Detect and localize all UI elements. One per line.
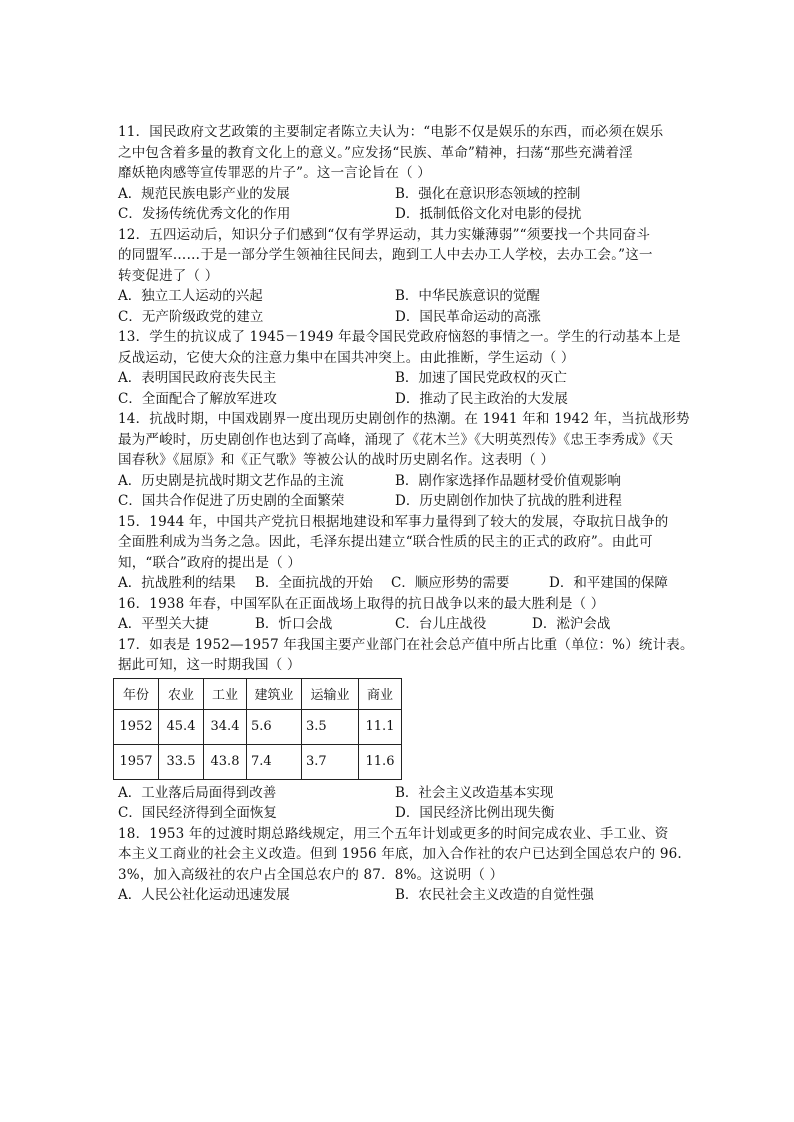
option-b: B．全面抗战的开始 — [255, 575, 373, 591]
option-d: D．国民革命运动的高涨 — [395, 308, 541, 325]
options-row — [118, 491, 682, 512]
table-header-cell: 工业 — [204, 678, 247, 709]
options-row — [118, 307, 682, 328]
table-cell: 11.6 — [359, 744, 402, 779]
question-15 — [118, 512, 682, 594]
question-text: 转变促进了（ ） — [118, 267, 219, 284]
question-text: 11．国民政府文艺政策的主要制定者陈立夫认为：“电影不仅是娱乐的东西，而必须在娱乐 — [118, 124, 664, 140]
option-a: A．人民公社化运动迅速发展 — [118, 887, 290, 903]
option-d: D．和平建国的保障 — [549, 575, 668, 591]
question-text: 14．抗战时期，中国戏剧界一度出现历史剧创作的热潮。在 1941 年和 1942 年，当抗战形势 — [118, 411, 690, 427]
question-text: 的同盟军……于是一部分学生领袖往民间去，跑到工人中去办工人学校，去办工会。”这一 — [118, 247, 653, 263]
table-cell: 45.4 — [159, 709, 204, 744]
question-18 — [118, 824, 682, 906]
question-text: 18．1953 年的过渡时期总路线规定，用三个五年计划或更多的时间完成农业、手工业、资 — [118, 825, 669, 842]
option-b: B．社会主义改造基本实现 — [395, 784, 554, 801]
question-text: 全面胜利成为当务之急。因此，毛泽东提出建立“联合性质的民主的正式的政府”。由此可 — [118, 534, 653, 550]
option-c: C．台儿庄战役 — [395, 616, 487, 632]
question-16 — [118, 594, 682, 635]
option-b: B．忻口会战 — [255, 616, 333, 632]
option-a: A．历史剧是抗战时期文艺作品的主流 — [118, 472, 344, 489]
question-text: 12．五四运动后，知识分子们感到“仅有学界运动，其力实嫌薄弱”“须要找一个共同奋斗 — [118, 226, 651, 243]
table-cell: 11.1 — [359, 709, 402, 744]
option-c: C．发扬传统优秀文化的作用 — [118, 206, 291, 222]
question-text: 知，“联合”政府的提出是（ ） — [118, 554, 302, 571]
options-row — [118, 573, 682, 594]
option-a: A．独立工人运动的兴起 — [118, 288, 263, 304]
question-14 — [118, 409, 690, 512]
table-header-row — [114, 678, 402, 709]
table-row — [114, 709, 402, 744]
option-b: B．中华民族意识的觉醒 — [395, 288, 540, 304]
option-c: C．全面配合了解放军进攻 — [118, 390, 277, 407]
option-d: D．淞沪会战 — [532, 616, 611, 632]
option-b: B．农民社会主义改造的自觉性强 — [395, 887, 594, 903]
question-text: 3%，加入高级社的农户占全国总农户的 87．8%。这说明（ ） — [118, 866, 504, 883]
table-row — [114, 744, 402, 779]
table-header-cell: 运输业 — [302, 678, 359, 709]
question-text: 靡妖艳肉感等宣传罪恶的片子”。这一言论旨在（ ） — [118, 165, 431, 181]
option-c: C．国共合作促进了历史剧的全面繁荣 — [118, 493, 345, 509]
option-c: C．国民经济得到全面恢复 — [118, 805, 277, 821]
table-cell: 3.5 — [302, 709, 359, 744]
table-header-cell: 商业 — [359, 678, 402, 709]
option-a: A．规范民族电影产业的发展 — [118, 185, 290, 202]
option-d: D．国民经济比例出现失衡 — [395, 805, 555, 821]
option-a: A．抗战胜利的结果 — [118, 575, 236, 591]
option-b: B．剧作家选择作品题材受价值观影响 — [395, 472, 621, 489]
table-cell: 43.8 — [204, 744, 247, 779]
question-text: 本主义工商业的社会主义改造。但到 1956 年底，加入合作社的农户已达到全国总农户的 96. — [118, 846, 682, 862]
question-text: 国春秋》《屈原》和《正气歌》等被公认的战时历史剧名作。这表明（ ） — [118, 452, 555, 468]
options-row — [118, 286, 682, 307]
industry-share-table — [113, 678, 402, 780]
question-text: 据此可知，这一时期我国（ ） — [118, 657, 301, 673]
option-a: A．工业落后局面得到改善 — [118, 784, 277, 801]
options-row — [118, 803, 682, 824]
table-cell: 1952 — [114, 709, 159, 744]
option-d: D．推动了民主政治的大发展 — [395, 390, 568, 407]
options-row — [118, 184, 682, 205]
options-row — [118, 204, 682, 225]
exam-page — [118, 122, 694, 906]
question-13 — [118, 327, 682, 409]
options-row — [118, 885, 682, 906]
options-row — [118, 389, 682, 410]
options-row — [118, 783, 682, 804]
question-text: 之中包含着多量的教育文化上的意义。”应发扬“民族、革命”精神，扫荡“那些充满着淫 — [118, 144, 633, 161]
table-header-cell: 农业 — [159, 678, 204, 709]
table-cell: 3.7 — [302, 744, 359, 779]
option-a: A．平型关大捷 — [118, 616, 209, 632]
question-text: 16．1938 年春，中国军队在正面战场上取得的抗日战争以来的最大胜利是（ ） — [118, 595, 605, 612]
question-text: 17．如表是 1952—1957 年我国主要产业部门在社会总产值中所占比重（单位：%）统计表。 — [118, 636, 694, 653]
question-12 — [118, 225, 682, 328]
table-cell: 5.6 — [247, 709, 302, 744]
table-cell: 7.4 — [247, 744, 302, 779]
option-d: D．历史剧创作加快了抗战的胜利进程 — [395, 493, 622, 509]
question-17 — [118, 635, 694, 824]
table-header-cell: 年份 — [114, 678, 159, 709]
option-b: B．强化在意识形态领域的控制 — [395, 185, 581, 202]
option-d: D．抵制低俗文化对电影的侵扰 — [395, 206, 582, 222]
question-text: 15．1944 年，中国共产党抗日根据地建设和军事力量得到了较大的发展，夺取抗日战争的 — [118, 513, 669, 530]
table-cell: 1957 — [114, 744, 159, 779]
question-11 — [118, 122, 682, 225]
question-text: 最为严峻时，历史剧创作也达到了高峰，涌现了《花木兰》《大明英烈传》《忠王李秀成》《天 — [118, 431, 674, 448]
options-row — [118, 471, 682, 492]
question-text: 反战运动，它使大众的注意力集中在国共冲突上。由此推断，学生运动（ ） — [118, 349, 575, 366]
option-b: B．加速了国民党政权的灭亡 — [395, 370, 567, 386]
table-header-cell: 建筑业 — [247, 678, 302, 709]
option-a: A．表明国民政府丧失民主 — [118, 370, 277, 386]
table-cell: 34.4 — [204, 709, 247, 744]
question-text: 13．学生的抗议成了 1945－1949 年最令国民党政府恼怒的事情之一。学生的行动基本上是 — [118, 329, 681, 345]
option-c: C．顺应形势的需要 — [391, 575, 510, 591]
table-cell: 33.5 — [159, 744, 204, 779]
options-row — [118, 368, 682, 389]
options-row — [118, 614, 682, 635]
option-c: C．无产阶级政党的建立 — [118, 308, 264, 325]
